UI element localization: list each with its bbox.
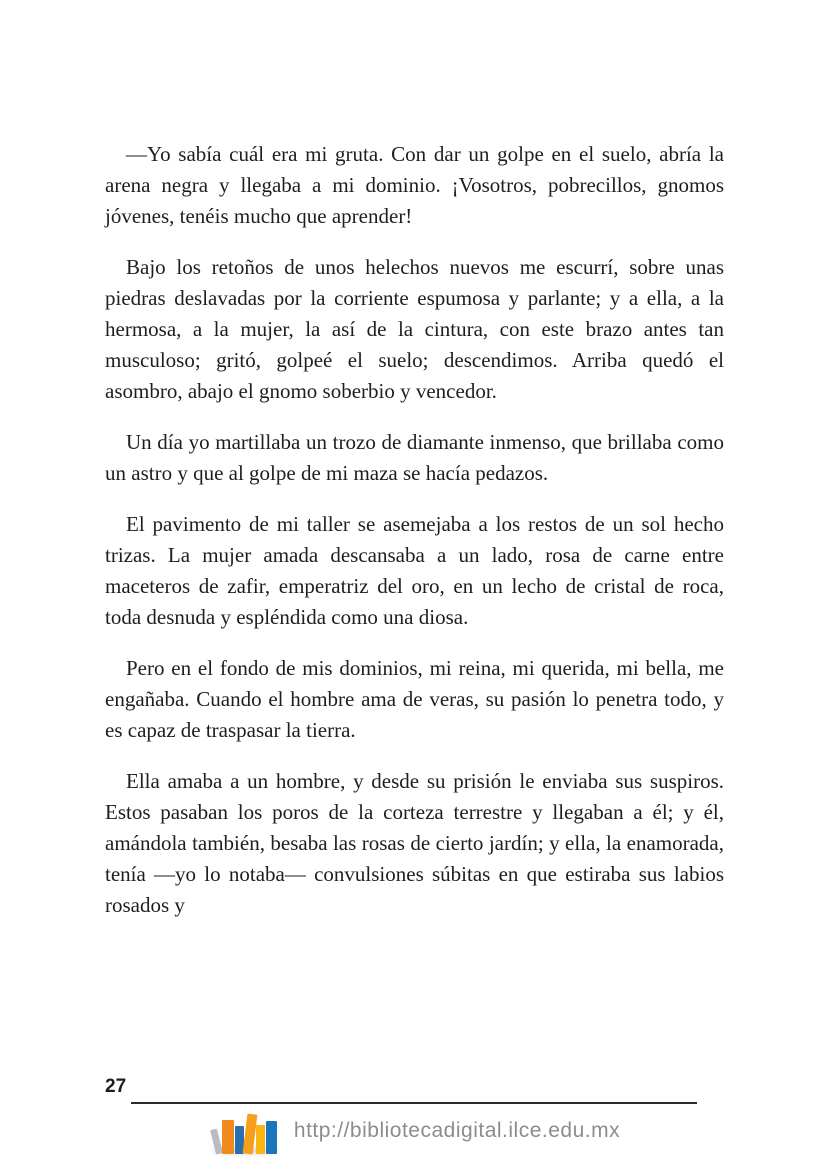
paragraph-5: Pero en el fondo de mis dominios, mi reina, mi querida, mi bella, me engañaba. Cuando el hombre ama de veras, su pasión lo penetra todo, y es capaz de traspasar la tierra. [105,656,724,742]
logo-book-darkblue [266,1121,277,1154]
books-logo-icon [208,1108,282,1154]
logo-book-yellow [256,1125,265,1154]
footer-divider-line [131,1102,697,1104]
paragraph-3: Un día yo martillaba un trozo de diamante inmenso, que brillaba como un astro y que al golpe de mi maza se hacía pedazos. [105,430,724,485]
footer-url-link[interactable]: http://bibliotecadigital.ilce.edu.mx [293,1119,621,1142]
page-footer [0,1072,828,1175]
footer-branding-row [0,1108,828,1154]
page-text-block [105,139,724,941]
page-number: 27 [105,1076,127,1097]
paragraph-4: El pavimento de mi taller se asemejaba a los restos de un sol hecho trizas. La mujer amada descansaba a un lado, rosa de carne entre maceteros de zafir, emperatriz del oro, en un lecho de cristal de roca, toda desnuda y espléndida como una diosa. [105,512,724,629]
paragraph-2: Bajo los retoños de unos helechos nuevos me escurrí, sobre unas piedras deslavadas por la corriente espumosa y parlante; y a ella, a la hermosa, a la mujer, la así de la cintura, con este brazo antes tan musculoso; gritó, golpeé el suelo; descendimos. Arriba quedó el asombro, abajo el gnomo soberbio y vencedor. [105,255,724,403]
paragraph-1: —Yo sabía cuál era mi gruta. Con dar un golpe en el suelo, abría la arena negra y llegaba a mi dominio. ¡Vosotros, pobrecillos, gnomos jóvenes, tenéis mucho que aprender! [105,142,724,228]
logo-book-orange [222,1120,234,1154]
paragraph-6: Ella amaba a un hombre, y desde su prisión le enviaba sus suspiros. Estos pasaban los poros de la corteza terrestre y llegaban a él; y él, amándola también, besaba las rosas de cierto jardín; y ella, la enamorada, tenía —yo lo notaba— convulsiones súbitas en que estiraba sus labios rosados y [105,769,724,917]
